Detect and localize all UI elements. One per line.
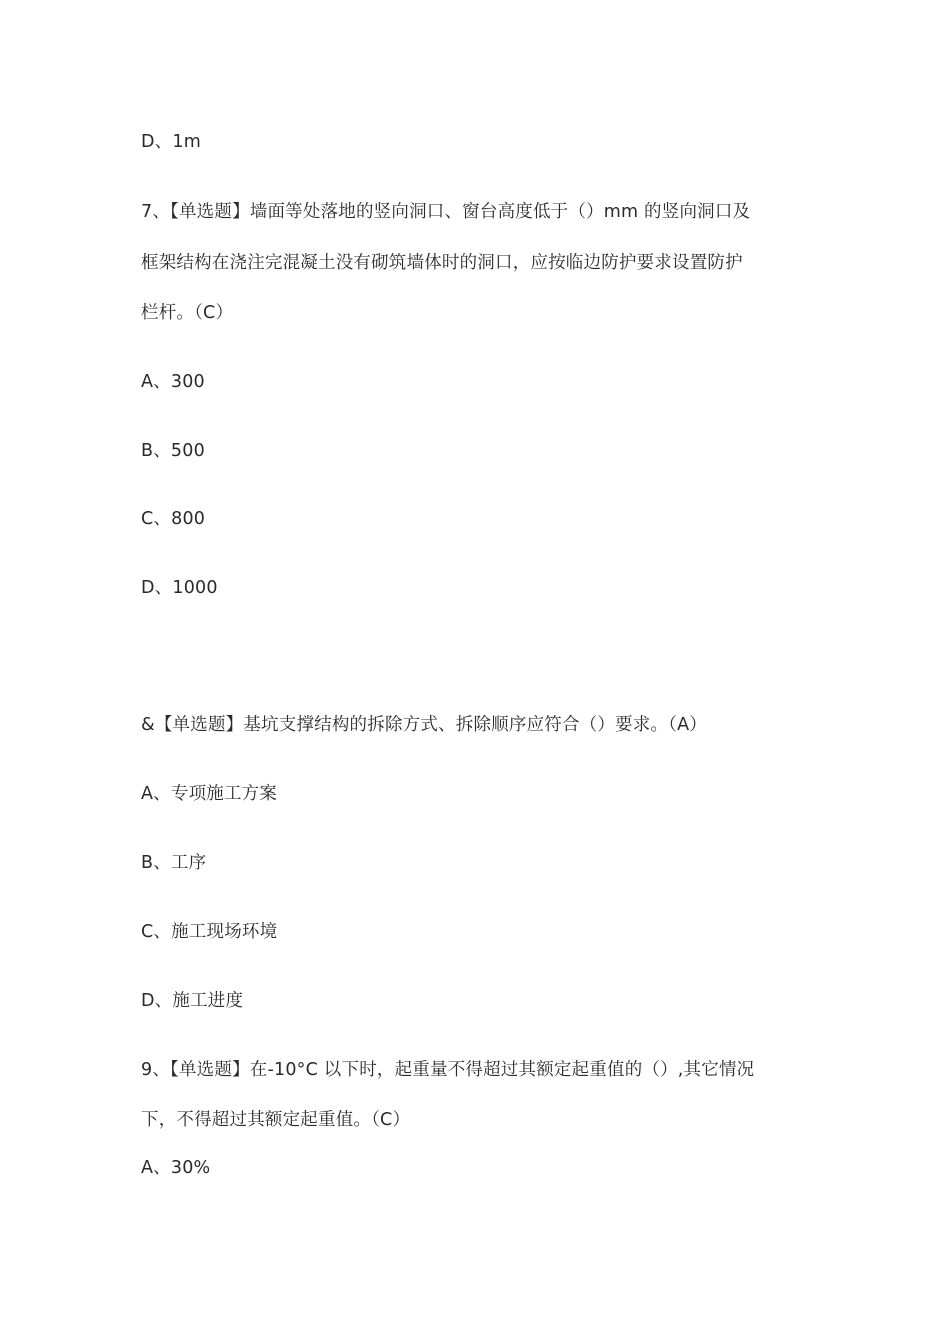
q9-option-a: A、30% xyxy=(141,1158,211,1178)
q8-option-c: C、施工现场环境 xyxy=(141,922,278,942)
q8-option-b: B、工序 xyxy=(141,853,207,873)
q6-option-d: D、1m xyxy=(141,132,201,152)
q7-stem-line-1: 7、【单选题】墙面等处落地的竖向洞口、窗台高度低于（）mm 的竖向洞口及 xyxy=(141,202,751,222)
q7-option-d: D、1000 xyxy=(141,578,218,598)
q7-stem-line-2: 框架结构在浇注完混凝土没有砌筑墙体时的洞口，应按临边防护要求设置防护 xyxy=(141,253,743,273)
q8-option-d: D、施工进度 xyxy=(141,991,244,1011)
q9-stem-line-2: 下，不得超过其额定起重值。（C） xyxy=(141,1110,411,1130)
q7-option-a: A、300 xyxy=(141,372,205,392)
q8-stem-line-1: &【单选题】基坑支撑结构的拆除方式、拆除顺序应符合（）要求。（A） xyxy=(141,715,707,735)
q9-stem-line-1: 9、【单选题】在-10°C 以下时，起重量不得超过其额定起重值的（）,其它情况 xyxy=(141,1060,755,1080)
q7-stem-line-3: 栏杆。（C） xyxy=(141,303,234,323)
q7-option-c: C、800 xyxy=(141,509,206,529)
q8-option-a: A、专项施工方案 xyxy=(141,784,278,804)
q7-option-b: B、500 xyxy=(141,441,205,461)
